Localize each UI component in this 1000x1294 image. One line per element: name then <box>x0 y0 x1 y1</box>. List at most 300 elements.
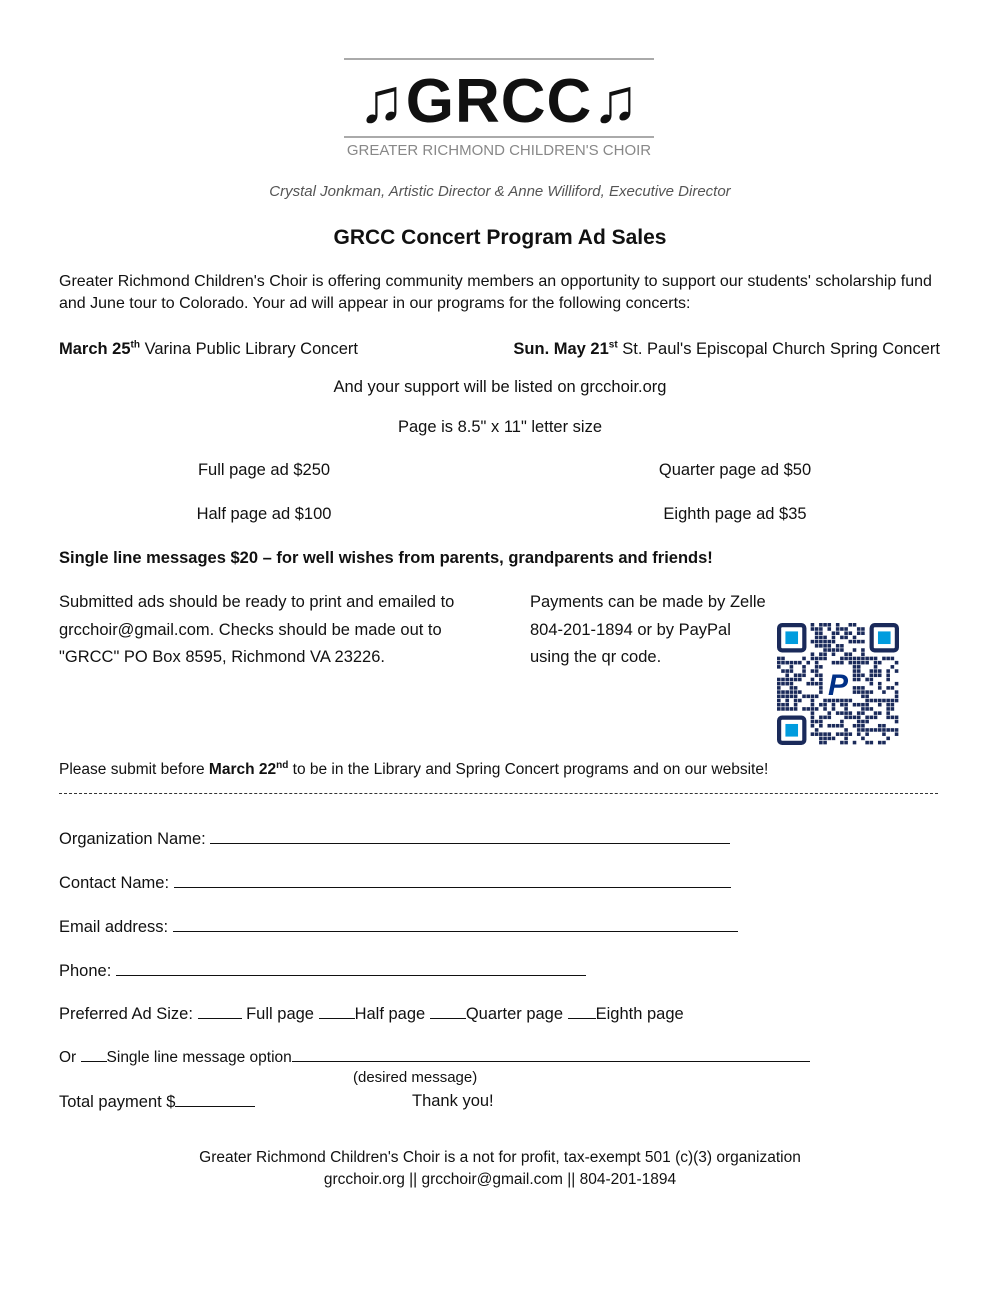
qr-module <box>844 707 848 711</box>
qr-module <box>849 657 853 661</box>
qr-module <box>870 657 874 661</box>
qr-module <box>827 724 831 728</box>
qr-module <box>849 623 853 627</box>
qr-module <box>794 695 798 699</box>
qr-module <box>840 644 844 648</box>
qr-module <box>802 657 806 661</box>
qr-module <box>777 682 781 686</box>
qr-module <box>857 673 861 677</box>
qr-module <box>886 678 890 682</box>
qr-module <box>794 703 798 707</box>
qr-module <box>819 631 823 635</box>
qr-module <box>878 661 882 665</box>
qr-module <box>853 640 857 644</box>
qr-finder-pattern <box>779 625 804 650</box>
org-input[interactable] <box>210 829 730 844</box>
qr-module <box>844 728 848 732</box>
qr-module <box>865 716 869 720</box>
qr-module <box>844 737 848 741</box>
qr-module <box>886 707 890 711</box>
qr-module <box>874 699 878 703</box>
qr-module <box>882 728 886 732</box>
qr-module <box>840 627 844 631</box>
qr-module <box>891 728 895 732</box>
qr-module <box>861 703 865 707</box>
concert-1: March 25th Varina Public Library Concert <box>59 339 358 358</box>
qr-module <box>840 661 844 665</box>
qr-module <box>798 673 802 677</box>
qr-module <box>865 661 869 665</box>
qr-module <box>781 657 785 661</box>
qr-finder-pattern <box>779 718 804 743</box>
qr-module <box>790 665 794 669</box>
qr-module <box>790 661 794 665</box>
qr-module <box>878 682 882 686</box>
qr-module <box>819 737 823 741</box>
qr-module <box>781 695 785 699</box>
qr-module <box>874 728 878 732</box>
price-quarter: Quarter page ad $50 <box>658 461 812 479</box>
qr-module <box>836 732 840 736</box>
qr-module <box>781 678 785 682</box>
qr-module <box>819 657 823 661</box>
qr-module <box>802 669 806 673</box>
qr-module <box>870 690 874 694</box>
qr-module <box>886 728 890 732</box>
qr-module <box>857 716 861 720</box>
qr-module <box>840 724 844 728</box>
desired-message-input[interactable] <box>292 1047 810 1062</box>
qr-module <box>895 728 899 732</box>
qr-module <box>857 657 861 661</box>
total-field: Total payment $ <box>59 1092 255 1112</box>
qr-module <box>861 652 865 656</box>
total-input[interactable] <box>175 1092 255 1107</box>
footer-line-1: Greater Richmond Children's Choir is a not for profit, tax-exempt 501 (c)(3) organization <box>199 1149 801 1166</box>
qr-module <box>865 741 869 745</box>
qr-module <box>819 741 823 745</box>
qr-module <box>790 686 794 690</box>
qr-module <box>840 711 844 715</box>
qr-module <box>823 707 827 711</box>
qr-module <box>853 669 857 673</box>
qr-module <box>857 690 861 694</box>
qr-module <box>794 686 798 690</box>
qr-module <box>806 707 810 711</box>
qr-module <box>853 665 857 669</box>
qr-module <box>811 716 815 720</box>
contact-field: Contact Name: <box>59 873 731 893</box>
qr-module <box>781 661 785 665</box>
quarter-page-check[interactable] <box>430 1004 466 1019</box>
qr-module <box>819 690 823 694</box>
qr-module <box>861 690 865 694</box>
qr-module <box>861 686 865 690</box>
qr-module <box>785 682 789 686</box>
qr-module <box>853 623 857 627</box>
qr-module <box>794 673 798 677</box>
qr-module <box>819 644 823 648</box>
qr-module <box>836 661 840 665</box>
qr-module <box>857 661 861 665</box>
qr-module <box>823 657 827 661</box>
qr-module <box>861 737 865 741</box>
qr-module <box>891 665 895 669</box>
qr-finder-pattern <box>872 625 897 650</box>
qr-module <box>836 627 840 631</box>
qr-module <box>861 711 865 715</box>
qr-module <box>874 669 878 673</box>
qr-module <box>861 695 865 699</box>
qr-module <box>853 673 857 677</box>
qr-module <box>811 623 815 627</box>
qr-module <box>886 737 890 741</box>
qr-module <box>806 661 810 665</box>
qr-module <box>777 661 781 665</box>
qr-module <box>853 686 857 690</box>
qr-module <box>811 669 815 673</box>
qr-module <box>857 631 861 635</box>
qr-module <box>844 631 848 635</box>
qr-module <box>886 711 890 715</box>
qr-module <box>891 703 895 707</box>
single-line-offer: Single line messages $20 – for well wishes from parents, grandparents and friends! <box>59 549 713 567</box>
qr-module <box>882 724 886 728</box>
qr-module <box>798 678 802 682</box>
qr-module <box>836 631 840 635</box>
org-field: Organization Name: <box>59 829 730 849</box>
qr-module <box>823 644 827 648</box>
qr-module <box>819 703 823 707</box>
qr-module <box>785 707 789 711</box>
qr-module <box>849 661 853 665</box>
qr-module <box>844 627 848 631</box>
qr-module <box>865 728 869 732</box>
qr-module <box>853 678 857 682</box>
qr-module <box>785 678 789 682</box>
directors-line: Crystal Jonkman, Artistic Director & Anne Williford, Executive Director <box>269 183 731 200</box>
qr-module <box>823 623 827 627</box>
qr-module <box>836 711 840 715</box>
concert-2: Sun. May 21st St. Paul's Episcopal Church Spring Concert <box>513 339 940 358</box>
qr-module <box>832 652 836 656</box>
qr-module <box>827 644 831 648</box>
qr-module <box>840 648 844 652</box>
qr-module <box>819 682 823 686</box>
qr-module <box>857 640 861 644</box>
qr-module <box>798 661 802 665</box>
qr-module <box>878 741 882 745</box>
qr-module <box>832 724 836 728</box>
qr-module <box>853 661 857 665</box>
qr-module <box>777 690 781 694</box>
full-page-check[interactable] <box>198 1004 242 1019</box>
qr-module <box>781 703 785 707</box>
contact-input[interactable] <box>174 873 731 888</box>
qr-module <box>836 648 840 652</box>
qr-module <box>811 682 815 686</box>
qr-module <box>794 707 798 711</box>
qr-module <box>819 652 823 656</box>
qr-module <box>891 657 895 661</box>
qr-module <box>853 657 857 661</box>
qr-module <box>819 686 823 690</box>
submission-info: Submitted ads should be ready to print and emailed to grcchoir@gmail.com. Checks should be made out to "GRCC" PO Box 8595, Richmond VA 23226. <box>59 593 455 666</box>
qr-module <box>840 732 844 736</box>
qr-module <box>777 657 781 661</box>
qr-module <box>857 728 861 732</box>
qr-module <box>777 707 781 711</box>
qr-module <box>865 707 869 711</box>
deadline-line: Please submit before March 22nd to be in the Library and Spring Concert programs and on our website! <box>59 759 769 778</box>
qr-module <box>891 707 895 711</box>
price-full: Full page ad $250 <box>197 461 331 479</box>
qr-module <box>823 741 827 745</box>
qr-module <box>785 661 789 665</box>
qr-module <box>849 732 853 736</box>
qr-module <box>815 732 819 736</box>
qr-module <box>857 665 861 669</box>
qr-module <box>840 636 844 640</box>
qr-module <box>886 657 890 661</box>
qr-module <box>819 720 823 724</box>
qr-module <box>777 699 781 703</box>
qr-module <box>785 673 789 677</box>
qr-module <box>811 720 815 724</box>
qr-module <box>815 665 819 669</box>
qr-module <box>819 640 823 644</box>
qr-module <box>878 724 882 728</box>
qr-module <box>806 682 810 686</box>
qr-module <box>861 648 865 652</box>
qr-module <box>790 690 794 694</box>
qr-module <box>794 678 798 682</box>
qr-module <box>895 661 899 665</box>
qr-module <box>815 728 819 732</box>
qr-module <box>827 716 831 720</box>
qr-module <box>823 640 827 644</box>
qr-module <box>861 673 865 677</box>
qr-module <box>878 699 882 703</box>
qr-module <box>844 636 848 640</box>
qr-module <box>827 640 831 644</box>
qr-module <box>832 640 836 644</box>
qr-module <box>891 686 895 690</box>
qr-module <box>844 652 848 656</box>
qr-module <box>815 707 819 711</box>
qr-module <box>895 699 899 703</box>
qr-module <box>857 686 861 690</box>
qr-module <box>895 720 899 724</box>
qr-module <box>819 724 823 728</box>
qr-module <box>878 669 882 673</box>
qr-module <box>819 678 823 682</box>
qr-module <box>844 711 848 715</box>
qr-module <box>827 648 831 652</box>
qr-module <box>861 707 865 711</box>
qr-module <box>811 657 815 661</box>
qr-module <box>849 640 853 644</box>
email-field: Email address: <box>59 917 738 937</box>
qr-module <box>870 728 874 732</box>
half-page-check[interactable] <box>319 1004 355 1019</box>
qr-module <box>827 627 831 631</box>
qr-module <box>815 673 819 677</box>
qr-module <box>836 724 840 728</box>
thank-you: Thank you! <box>412 1092 494 1110</box>
qr-module <box>891 716 895 720</box>
qr-module <box>811 640 815 644</box>
qr-module <box>790 682 794 686</box>
qr-module <box>844 732 848 736</box>
qr-module <box>857 720 861 724</box>
qr-module <box>853 636 857 640</box>
qr-module <box>853 703 857 707</box>
qr-module <box>794 661 798 665</box>
eighth-page-check[interactable] <box>568 1004 596 1019</box>
qr-module <box>819 623 823 627</box>
qr-module <box>870 682 874 686</box>
qr-module <box>815 682 819 686</box>
qr-module <box>777 678 781 682</box>
qr-module <box>815 657 819 661</box>
phone-input[interactable] <box>116 961 586 976</box>
qr-module <box>853 648 857 652</box>
qr-module <box>886 703 890 707</box>
qr-module <box>823 737 827 741</box>
qr-module <box>832 631 836 635</box>
desired-message-label: (desired message) <box>353 1069 478 1086</box>
qr-module <box>836 644 840 648</box>
single-line-check[interactable] <box>81 1047 107 1062</box>
qr-module <box>815 627 819 631</box>
qr-module <box>849 716 853 720</box>
qr-module <box>895 695 899 699</box>
qr-module <box>815 720 819 724</box>
qr-module <box>798 690 802 694</box>
qr-module <box>840 720 844 724</box>
qr-module <box>819 732 823 736</box>
phone-field: Phone: <box>59 961 586 981</box>
qr-module <box>886 673 890 677</box>
qr-module <box>823 716 827 720</box>
qr-module <box>832 636 836 640</box>
qr-module <box>790 669 794 673</box>
footer-line-2: grcchoir.org || grcchoir@gmail.com || 804-201-1894 <box>323 1171 677 1188</box>
qr-module <box>857 678 861 682</box>
qr-module <box>811 652 815 656</box>
qr-module <box>865 690 869 694</box>
qr-module <box>785 669 789 673</box>
qr-module <box>865 695 869 699</box>
qr-module <box>802 707 806 711</box>
qr-module <box>874 711 878 715</box>
qr-module <box>870 707 874 711</box>
qr-module <box>849 699 853 703</box>
qr-module <box>891 699 895 703</box>
qr-module <box>777 665 781 669</box>
qr-module <box>849 711 853 715</box>
qr-module <box>865 678 869 682</box>
qr-module <box>882 741 886 745</box>
qr-module <box>811 724 815 728</box>
qr-module <box>857 724 861 728</box>
qr-module <box>870 741 874 745</box>
qr-module <box>823 636 827 640</box>
qr-module <box>878 703 882 707</box>
qr-module <box>802 673 806 677</box>
qr-module <box>811 627 815 631</box>
page-title: GRCC Concert Program Ad Sales <box>333 226 667 249</box>
price-eighth: Eighth page ad $35 <box>663 505 807 523</box>
qr-module <box>857 669 861 673</box>
qr-module <box>857 732 861 736</box>
qr-module <box>874 716 878 720</box>
qr-module <box>785 695 789 699</box>
qr-module <box>882 699 886 703</box>
qr-module <box>865 699 869 703</box>
qr-module <box>895 690 899 694</box>
qr-module <box>785 699 789 703</box>
qr-module <box>849 631 853 635</box>
qr-module <box>815 669 819 673</box>
qr-module <box>861 627 865 631</box>
qr-module <box>895 732 899 736</box>
qr-module <box>781 669 785 673</box>
qr-module <box>819 673 823 677</box>
qr-module <box>811 678 815 682</box>
qr-module <box>815 636 819 640</box>
qr-module <box>874 657 878 661</box>
qr-module <box>861 657 865 661</box>
qr-module <box>777 703 781 707</box>
email-input[interactable] <box>173 917 738 932</box>
qr-module <box>886 686 890 690</box>
qr-module <box>815 661 819 665</box>
qr-module <box>823 732 827 736</box>
qr-module <box>853 741 857 745</box>
paypal-qr-code[interactable] <box>777 623 899 745</box>
qr-module <box>865 720 869 724</box>
qr-module <box>886 669 890 673</box>
qr-module <box>882 732 886 736</box>
qr-module <box>886 699 890 703</box>
qr-module <box>857 711 861 715</box>
qr-module <box>844 657 848 661</box>
qr-module <box>777 686 781 690</box>
qr-module <box>865 703 869 707</box>
single-line-field: Or Single line message option <box>59 1047 810 1067</box>
qr-module <box>882 657 886 661</box>
qr-module <box>823 699 827 703</box>
qr-module <box>794 690 798 694</box>
qr-module <box>832 661 836 665</box>
qr-module <box>861 720 865 724</box>
logo-rule-top <box>344 58 654 60</box>
qr-module <box>840 657 844 661</box>
qr-module <box>785 690 789 694</box>
qr-module <box>827 711 831 715</box>
qr-module <box>836 623 840 627</box>
qr-module <box>853 716 857 720</box>
qr-module <box>870 678 874 682</box>
qr-module <box>785 703 789 707</box>
qr-module <box>865 657 869 661</box>
qr-module <box>840 741 844 745</box>
qr-module <box>886 716 890 720</box>
qr-module <box>777 695 781 699</box>
paypal-icon: P <box>827 669 849 702</box>
